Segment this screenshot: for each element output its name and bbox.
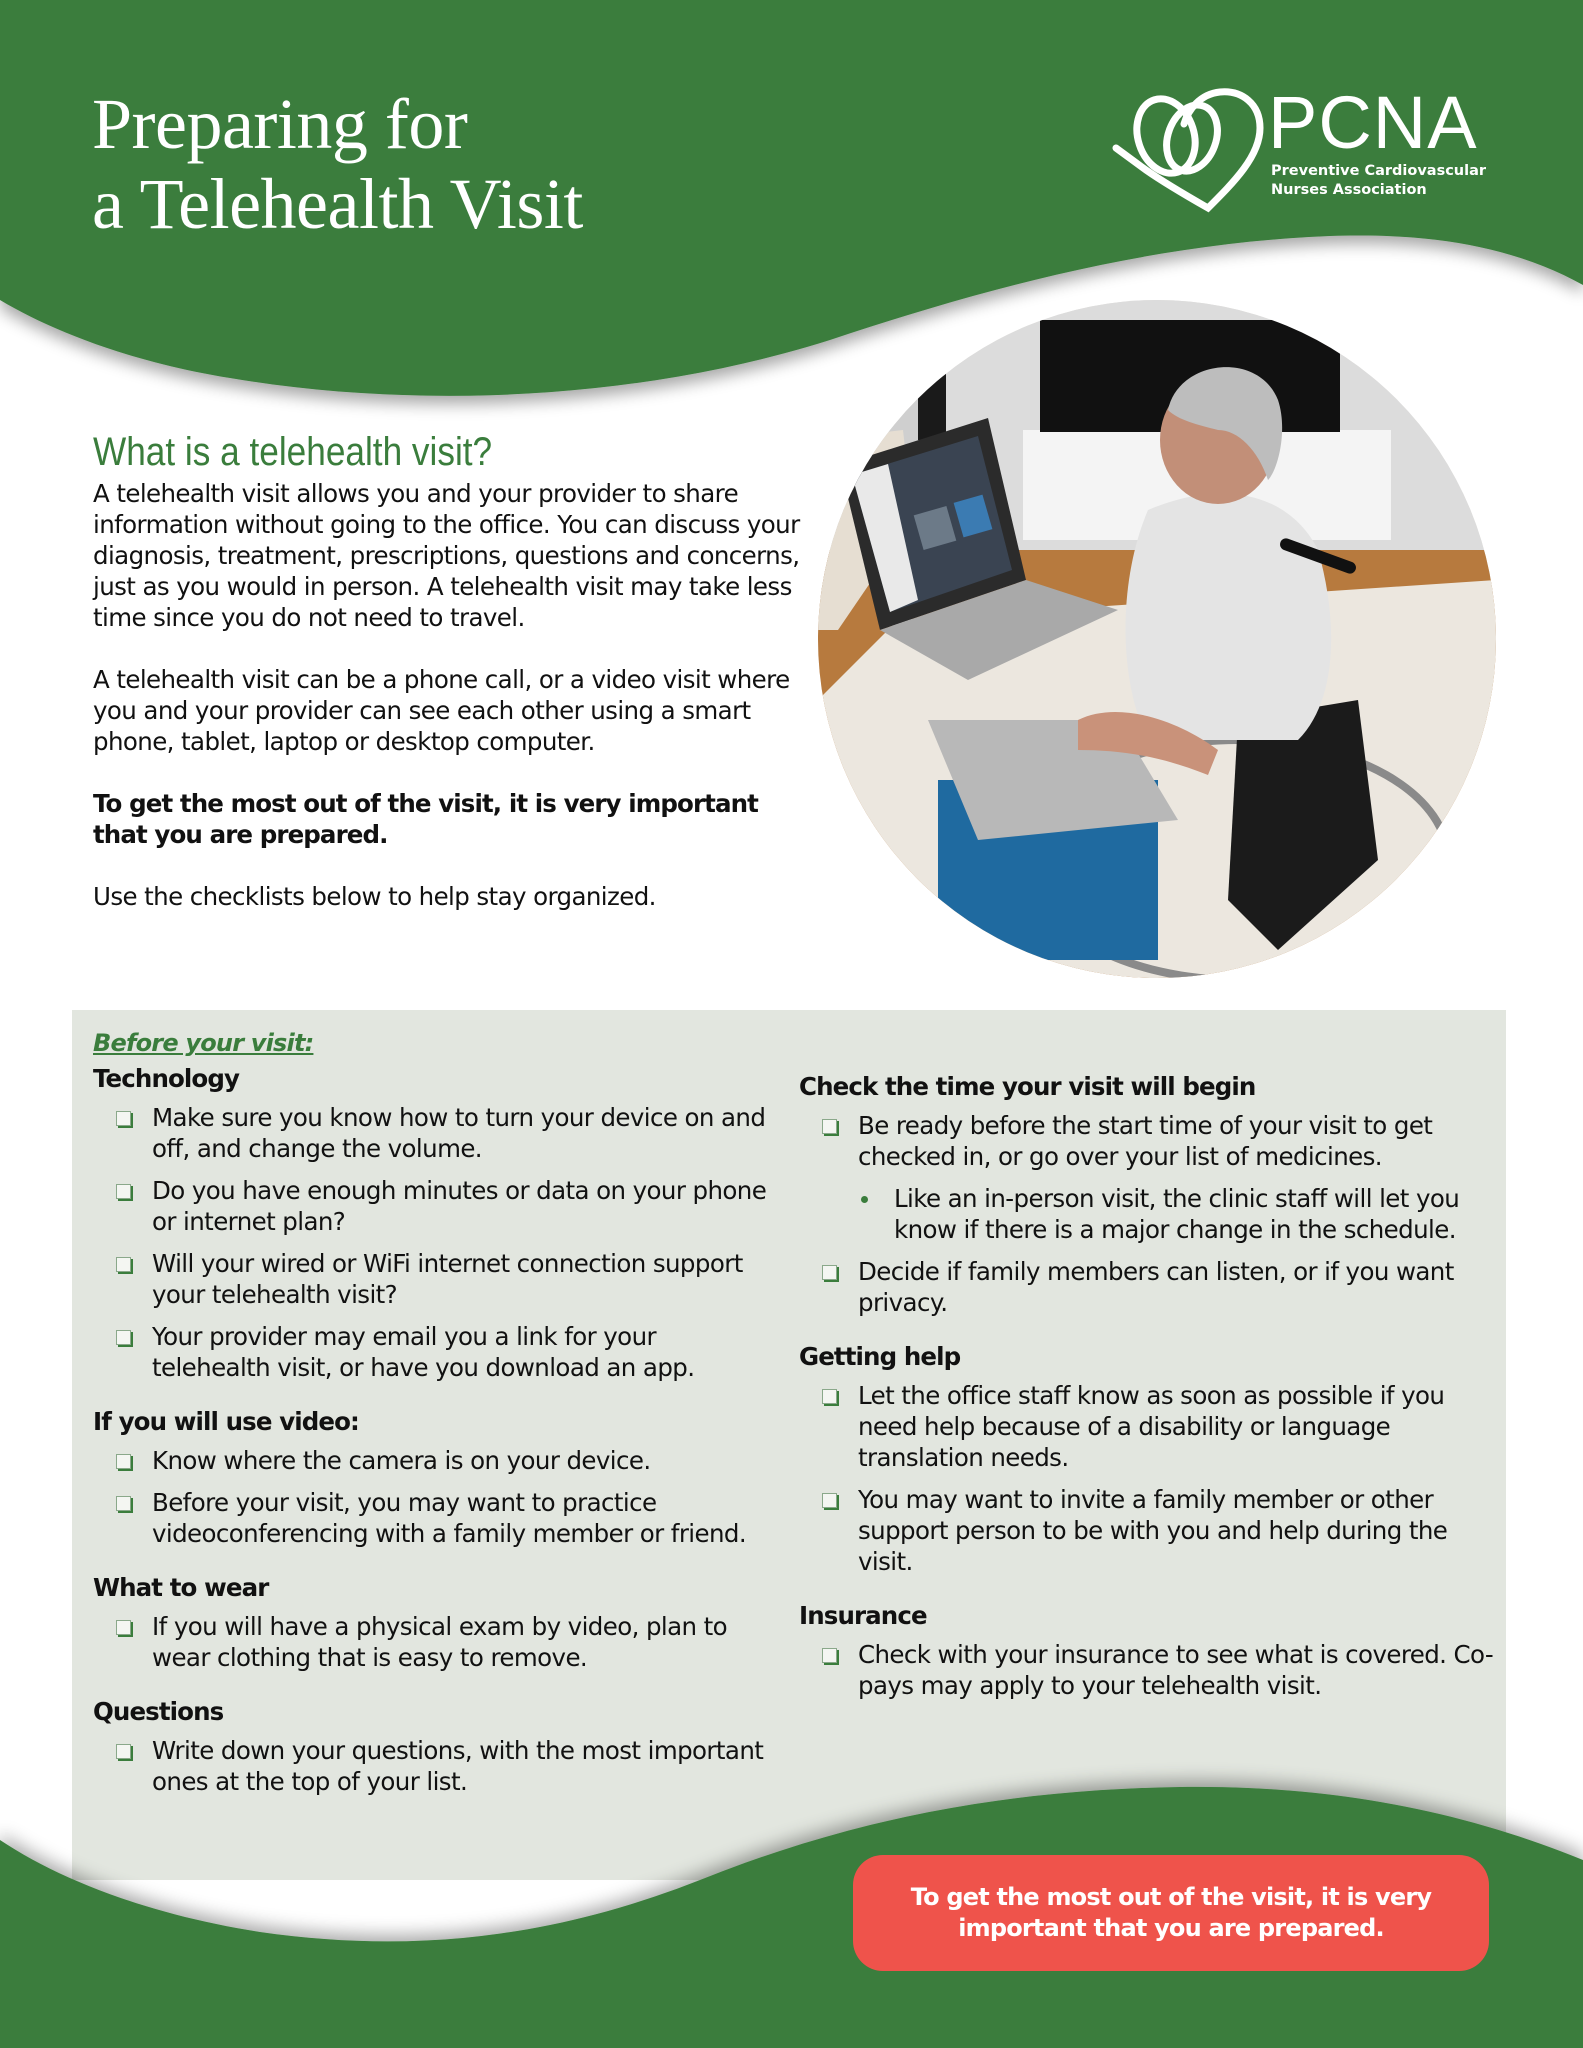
checklist-item[interactable] xyxy=(93,1248,773,1310)
checklist-item-text: Know where the camera is on your device. xyxy=(152,1446,651,1475)
checklist-item[interactable] xyxy=(799,1484,1499,1577)
checkbox-icon[interactable] xyxy=(822,1119,837,1134)
section-heading: Insurance xyxy=(799,1601,927,1630)
section-video xyxy=(93,1405,773,1549)
section-heading: Getting help xyxy=(799,1342,961,1371)
bullet-icon xyxy=(861,1196,868,1203)
section-insurance xyxy=(799,1599,1499,1701)
checklist-subitem-text: Like an in-person visit, the clinic staff will let you know if there is a major change in the schedule. xyxy=(894,1184,1460,1244)
intro-emphasis: To get the most out of the visit, it is very important that you are prepared. xyxy=(93,789,758,849)
checklist-subitem xyxy=(799,1183,1499,1245)
checklist-item-text: Will your wired or WiFi internet connection support your telehealth visit? xyxy=(152,1249,743,1309)
section-questions xyxy=(93,1695,773,1797)
heart-loop-icon xyxy=(1108,86,1278,216)
checklist-item-text: Make sure you know how to turn your device on and off, and change the volume. xyxy=(152,1103,766,1163)
checklist-item-text: Write down your questions, with the most important ones at the top of your list. xyxy=(152,1736,764,1796)
preparation-callout xyxy=(853,1855,1489,1971)
telehealth-photo xyxy=(818,300,1496,978)
checkbox-icon[interactable] xyxy=(116,1496,131,1511)
logo-subtitle-line-1: Preventive Cardiovascular xyxy=(1271,163,1487,179)
checklist-item[interactable] xyxy=(799,1639,1499,1701)
checkbox-icon[interactable] xyxy=(822,1389,837,1404)
section-heading: What to wear xyxy=(93,1573,269,1602)
checkbox-icon[interactable] xyxy=(116,1257,131,1272)
logo-subtitle xyxy=(1271,162,1486,200)
checklist-item-text: Before your visit, you may want to practice videoconferencing with a family member or friend. xyxy=(152,1488,747,1548)
checkbox-icon[interactable] xyxy=(116,1454,131,1469)
checkbox-icon[interactable] xyxy=(116,1620,131,1635)
checklist-left-column xyxy=(93,1026,773,1808)
intro-section xyxy=(93,428,803,943)
checkbox-icon[interactable] xyxy=(116,1744,131,1759)
checklist-item-text: Let the office staff know as soon as possible if you need help because of a disability or language translation needs. xyxy=(858,1381,1445,1472)
checklist-item-text: Check with your insurance to see what is covered. Co-pays may apply to your telehealth visit. xyxy=(858,1640,1494,1700)
checklist-item-text: Do you have enough minutes or data on your phone or internet plan? xyxy=(152,1176,767,1236)
checklist-item-text: If you will have a physical exam by video, plan to wear clothing that is easy to remove. xyxy=(152,1612,728,1672)
checklist-right-column xyxy=(799,1068,1499,1712)
checklist-item[interactable] xyxy=(799,1380,1499,1473)
pcna-logo xyxy=(1108,81,1508,216)
intro-paragraph-2: A telehealth visit can be a phone call, or a video visit where you and your provider can see each other using a smart phone, tablet, laptop or desktop computer. xyxy=(93,665,790,756)
checklist-item[interactable] xyxy=(799,1110,1499,1172)
logo-subtitle-line-2: Nurses Association xyxy=(1271,182,1427,198)
checklist-item[interactable] xyxy=(93,1175,773,1237)
page-title xyxy=(92,84,583,244)
checklist-item-text: You may want to invite a family member or other support person to be with you and help during the visit. xyxy=(858,1485,1448,1576)
checklist-item-text: Be ready before the start time of your visit to get checked in, or go over your list of medicines. xyxy=(858,1111,1433,1171)
checklist-item[interactable] xyxy=(93,1102,773,1164)
title-line-1: Preparing for xyxy=(92,84,468,164)
section-heading: If you will use video: xyxy=(93,1407,359,1436)
section-what-to-wear xyxy=(93,1571,773,1673)
section-heading: Check the time your visit will begin xyxy=(799,1072,1256,1101)
section-getting-help xyxy=(799,1340,1499,1577)
checkbox-icon[interactable] xyxy=(116,1111,131,1126)
checklist-item-text: Your provider may email you a link for your telehealth visit, or have you download an app. xyxy=(152,1322,695,1382)
checkbox-icon[interactable] xyxy=(116,1330,131,1345)
checklist-item[interactable] xyxy=(799,1256,1499,1318)
checkbox-icon[interactable] xyxy=(822,1493,837,1508)
checklist-item[interactable] xyxy=(93,1445,773,1476)
checkbox-icon[interactable] xyxy=(822,1265,837,1280)
section-technology xyxy=(93,1062,773,1383)
checkbox-icon[interactable] xyxy=(822,1648,837,1663)
intro-heading: What is a telehealth visit? xyxy=(93,430,493,474)
checkbox-icon[interactable] xyxy=(116,1184,131,1199)
section-heading: Questions xyxy=(93,1697,224,1726)
checklist-item[interactable] xyxy=(93,1321,773,1383)
intro-paragraph-1: A telehealth visit allows you and your provider to share information without going to the office. You can discuss your diagnosis, treatment, prescriptions, questions and concerns, just as you would in person. A telehealth visit may take less time since you do not need to travel. xyxy=(93,479,800,632)
before-your-visit-label: Before your visit: xyxy=(93,1029,314,1057)
section-check-time xyxy=(799,1070,1499,1318)
checklist-item[interactable] xyxy=(93,1611,773,1673)
intro-paragraph-3: Use the checklists below to help stay organized. xyxy=(93,882,656,911)
callout-text: To get the most out of the visit, it is very important that you are prepared. xyxy=(910,1883,1432,1942)
checklist-item-text: Decide if family members can listen, or if you want privacy. xyxy=(858,1257,1454,1317)
logo-wordmark: PCNA xyxy=(1268,81,1478,164)
checklist-item[interactable] xyxy=(93,1487,773,1549)
title-line-2: a Telehealth Visit xyxy=(92,164,583,244)
checklist-item[interactable] xyxy=(93,1735,773,1797)
section-heading: Technology xyxy=(93,1064,240,1093)
